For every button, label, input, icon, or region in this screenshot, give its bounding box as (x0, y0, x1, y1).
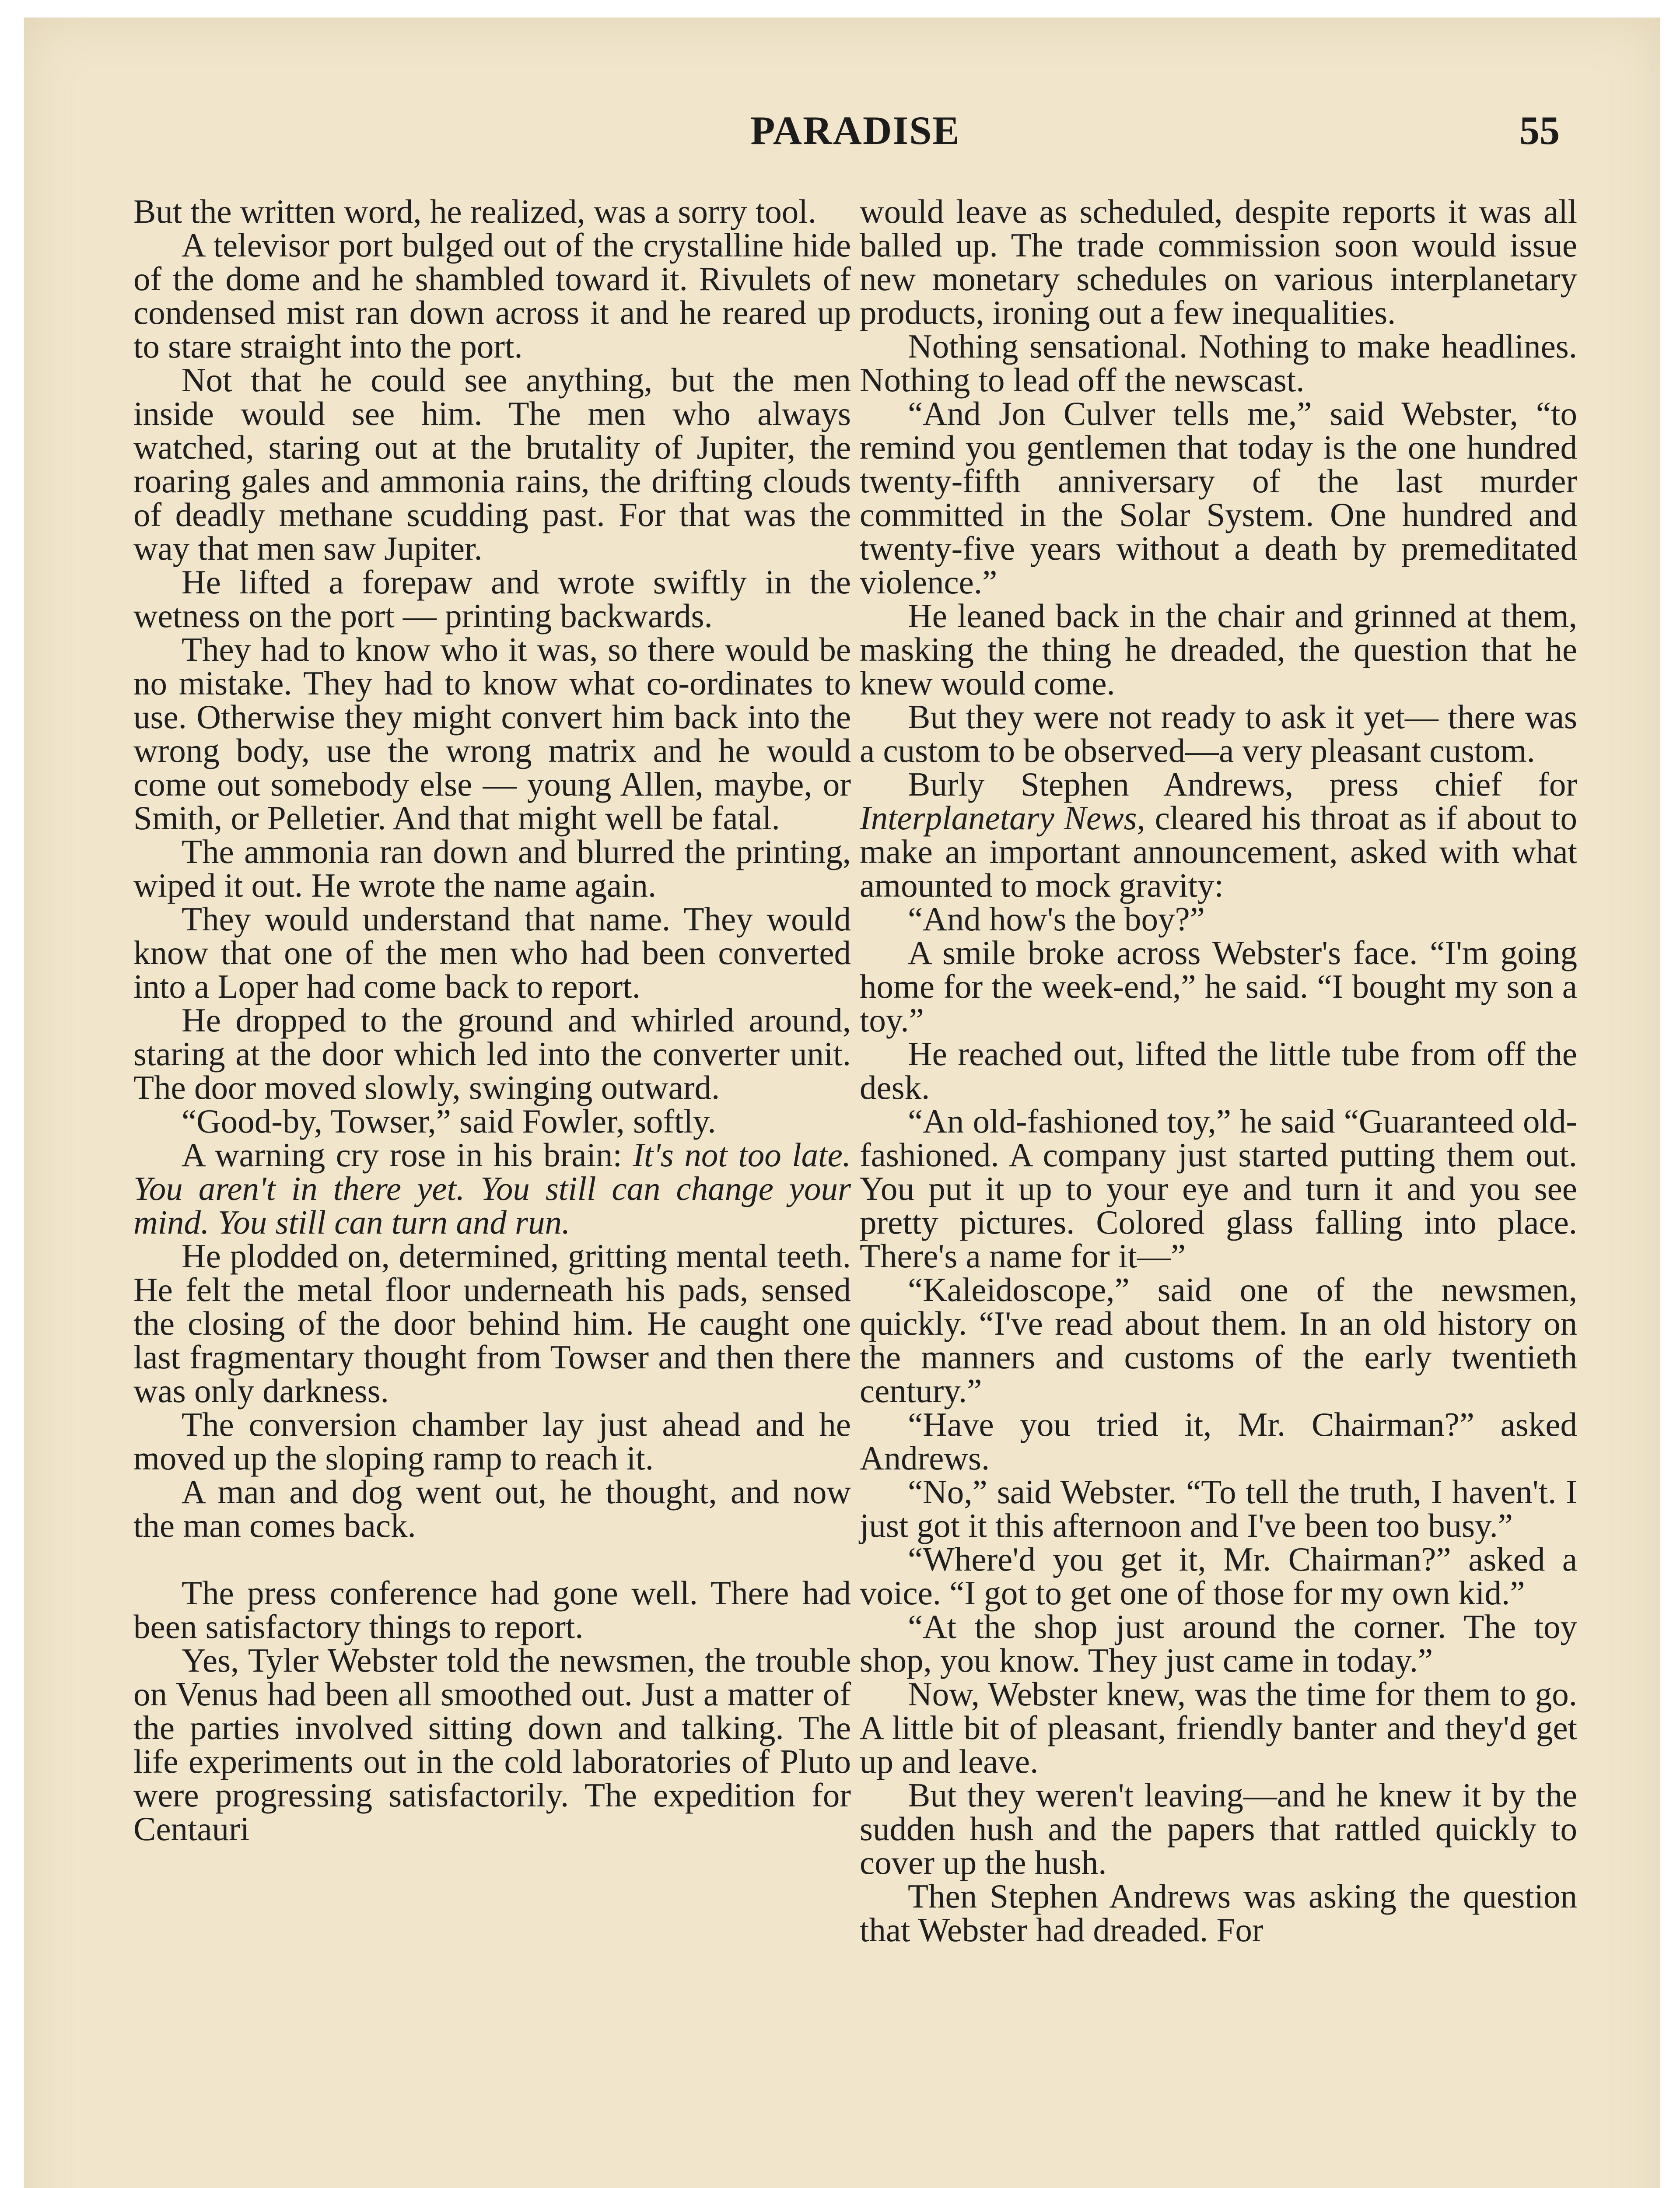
paragraph: A man and dog went out, he thought, and now the man comes back. (133, 1473, 851, 1544)
paragraph: “Kaleidoscope,” said one of the newsmen, quickly. “I've read about them. In an old history on the manners and customs of the early twentieth century.” (860, 1271, 1577, 1410)
paragraph: would leave as scheduled, despite reports it was all balled up. The trade commission soon would issue new monetary schedules on various interplanetary products, ironing out a few inequalities. (860, 193, 1577, 331)
paragraph: “Where'd you get it, Mr. Chairman?” asked a voice. “I got to get one of those for my own kid.” (860, 1540, 1577, 1612)
section-start-paragraph: The press conference had gone well. There had been satisfactory things to report. (133, 1574, 851, 1645)
paragraph: “And how's the boy?” (908, 900, 1205, 938)
paragraph: Now, Webster knew, was the time for them to go. A little bit of pleasant, friendly banter and they'd get up and leave. (860, 1675, 1577, 1780)
paragraph: Not that he could see anything, but the men inside would see him. The men who always watched, staring out at the brutality of Jupiter, the roaring gales and ammonia rains, the drifting clouds of deadly methane scudding past. For that was the way that men saw Jupiter. (133, 361, 851, 567)
paragraph: They would understand that name. They would know that one of the men who had been converted into a Loper had come back to report. (133, 900, 851, 1005)
paragraph: The conversion chamber lay just ahead and he moved up the sloping ramp to reach it. (133, 1406, 851, 1477)
paragraph: But the written word, he realized, was a sorry tool. (133, 193, 816, 230)
book-page (24, 18, 1660, 2188)
italic-thought: It's not too late. You aren't in there yet. You still can change your mind. You still can turn and run. (133, 1136, 851, 1241)
paragraph: He dropped to the ground and whirled around, staring at the door which led into the converter unit. The door moved slowly, swinging outward. (133, 1001, 851, 1106)
paragraph-with-thought (133, 1138, 851, 1239)
page-number: 55 (1519, 108, 1560, 153)
paragraph: “Good-by, Towser,” said Fowler, softly. (182, 1102, 716, 1140)
paragraph: Yes, Tyler Webster told the newsmen, the trouble on Venus had been all smoothed out. Just a matter of the parties involved sitting down and talking. The life experiments out in the cold laboratories of Pluto were progressing satisfactorily. The expedition for Centauri (133, 1641, 851, 1848)
paragraph-lead: Burly Stephen Andrews, press chief for (908, 765, 1577, 803)
paragraph: He leaned back in the chair and grinned at them, masking the thing he dreaded, the question that he knew would come. (860, 597, 1577, 702)
left-column (133, 195, 851, 1846)
paragraph: “Have you tried it, Mr. Chairman?” asked Andrews. (860, 1406, 1577, 1477)
paragraph: Nothing sensational. Nothing to make headlines. Nothing to lead off the newscast. (860, 327, 1577, 399)
paragraph: “No,” said Webster. “To tell the truth, I haven't. I just got it this afternoon and I've been too busy.” (860, 1473, 1577, 1544)
running-title: PARADISE (750, 108, 960, 153)
paragraph: “At the shop just around the corner. The toy shop, you know. They just came in today.” (860, 1608, 1577, 1679)
right-column (860, 195, 1577, 1947)
paragraph: “An old-fashioned toy,” he said “Guaranteed old-fashioned. A company just started putting them out. You put it up to your eye and turn it and you see pretty pictures. Colored glass falling into place. There's a name for it—” (860, 1102, 1577, 1275)
paragraph: “And Jon Culver tells me,” said Webster, “to remind you gentlemen that today is the one hundred twenty-fifth anniversary of the last murder committed in the Solar System. One hundred and twenty-five years without a death by premeditated violence.” (860, 395, 1577, 601)
paragraph: A televisor port bulged out of the crystalline hide of the dome and he shambled toward it. Rivulets of condensed mist ran down across it and he reared up to stare straight into the port. (133, 226, 851, 365)
paragraph: They had to know who it was, so there would be no mistake. They had to know what co-ordinates to use. Otherwise they might convert him back into the wrong body, use the wrong matrix and he would come out somebody else — young Allen, maybe, or Smith, or Pelletier. And that might well be fatal. (133, 631, 851, 837)
paragraph: But they weren't leaving—and he knew it by the sudden hush and the papers that rattled quickly to cover up the hush. (860, 1776, 1577, 1881)
paragraph: He reached out, lifted the little tube from off the desk. (860, 1035, 1577, 1106)
publication-title: Interplanetary News, (860, 799, 1145, 837)
paragraph-lead: A warning cry rose in his brain: (182, 1136, 633, 1174)
paragraph: A smile broke across Webster's face. “I'm going home for the week-end,” he said. “I bought my son a toy.” (860, 934, 1577, 1039)
paragraph-with-title (860, 765, 1577, 904)
paragraph-tail: cleared his throat as if about to make an important announcement, asked with what amounted to mock gravity: (860, 799, 1577, 904)
paragraph: Then Stephen Andrews was asking the question that Webster had dreaded. For (860, 1877, 1577, 1949)
paragraph: He plodded on, determined, gritting mental teeth. He felt the metal floor underneath his pads, sensed the closing of the door behind him. He caught one last fragmentary thought from Towser and then there was only darkness. (133, 1237, 851, 1410)
paragraph: The ammonia ran down and blurred the printing, wiped it out. He wrote the name again. (133, 833, 851, 904)
paragraph: He lifted a forepaw and wrote swiftly in the wetness on the port — printing backwards. (133, 563, 851, 635)
paragraph: But they were not ready to ask it yet— there was a custom to be observed—a very pleasant custom. (860, 698, 1577, 769)
